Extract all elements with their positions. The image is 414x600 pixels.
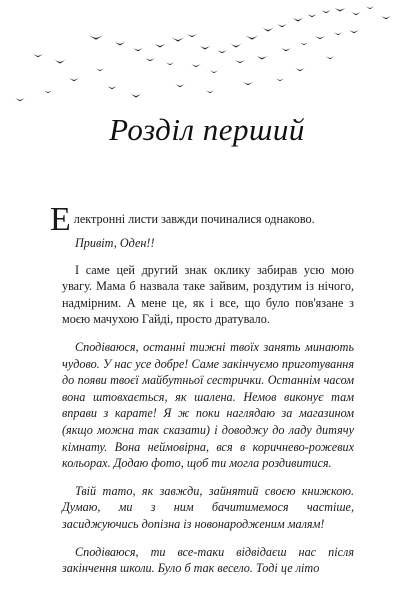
bird-shape — [307, 14, 317, 17]
bird-shape — [107, 86, 117, 89]
bird-shape — [334, 8, 345, 12]
bird-shape — [133, 48, 143, 51]
bird-shape — [321, 10, 331, 13]
bird-shape — [262, 28, 273, 32]
drop-cap: Е — [50, 201, 71, 238]
birds-illustration — [0, 0, 414, 115]
greeting: Привіт, Оден!! — [75, 236, 155, 250]
bird-shape — [44, 90, 52, 93]
bird-shape — [243, 82, 253, 85]
bird-shape — [366, 6, 374, 9]
bird-shape — [172, 37, 185, 41]
bird-shape — [246, 35, 259, 39]
bird-shape — [334, 32, 342, 35]
bird-shape — [277, 24, 287, 27]
bird-shape — [206, 90, 214, 93]
bird-shape — [295, 68, 305, 71]
bird-shape — [166, 62, 174, 65]
bird-shape — [381, 16, 391, 19]
bird-shape — [230, 44, 241, 48]
bird-shape — [33, 54, 43, 57]
bird-shape — [114, 42, 125, 46]
bird-shape — [130, 94, 141, 98]
first-line: лектронні листи завжди починалися однаково. — [73, 212, 315, 226]
bird-shape — [349, 30, 359, 33]
bird-shape — [187, 34, 197, 37]
bird-shape — [326, 56, 334, 59]
bird-shape — [300, 42, 308, 45]
paragraph-2: І саме цей другий знак оклику забирав усю мою увагу. Мама б назвала таке зайвим, роздутим із нічого, надмірним. А мене це, як і все, що було пов'язане з моєю мачухою Гайді, просто дратувало. — [62, 262, 354, 327]
bird-shape — [217, 50, 227, 53]
bird-shape — [15, 98, 25, 101]
bird-shape — [210, 70, 218, 73]
bird-shape — [276, 78, 284, 81]
bird-shape — [351, 12, 361, 15]
letter-paragraph-3: Сподіваюся, ти все-таки відвідаєш нас після закінчення школи. Було б так весело. Тоді це літо — [62, 544, 354, 576]
bird-shape — [292, 18, 303, 22]
letter-paragraph-2: Твій тато, як завжди, зайнятий своєю книжкою. Думаю, ми з ним бачитимемося частіше, засиджуючись допізна із новонародженим малям! — [62, 483, 354, 531]
bird-shape — [154, 44, 165, 48]
bird-shape — [256, 56, 267, 60]
first-paragraph — [50, 201, 356, 238]
bird-shape — [96, 68, 104, 71]
bird-shape — [281, 48, 291, 51]
bird-shape — [315, 36, 325, 39]
bird-shape — [175, 84, 185, 87]
bird-shape — [235, 60, 245, 63]
bird-shape — [199, 46, 210, 50]
bird-shape — [191, 64, 201, 67]
bird-shape — [89, 35, 103, 40]
letter-paragraph-1: Сподіваюся, останні тижні твоїх занять минають чудово. У нас усе добре! Саме закінчуємо приготування до появи твоєї майбутньої сестрички. Останнім часом вона штовхається, як шалена. Немов виконує там вправи з карате! Я ж поки наглядаю за магазином (якщо можна так сказати) і доводжу до ладу дитячу кімнату. Вона неймовірна, вся в коричнево-рожевих кольорах. Додаю фото, щоб ти могла роздивитися. — [62, 339, 354, 471]
body-text — [62, 235, 354, 577]
chapter-title: Розділ перший — [109, 112, 305, 147]
bird-shape — [145, 58, 155, 61]
bird-shape — [54, 60, 65, 64]
bird-shape — [69, 78, 79, 81]
